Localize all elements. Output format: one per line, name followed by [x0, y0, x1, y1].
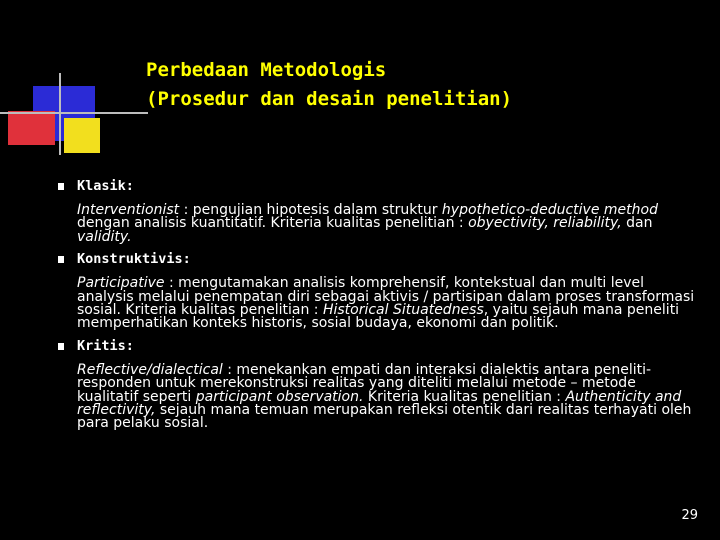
bullet-marker	[58, 256, 64, 263]
decor-red-square	[8, 111, 55, 145]
decor-vertical-line	[59, 73, 61, 155]
description-segment: dan	[621, 215, 653, 232]
description-segment: validity.	[77, 228, 132, 245]
description-segment: participant observation.	[195, 388, 364, 405]
description-segment: Participative	[77, 275, 165, 292]
title-line-1: Perbedaan Metodologis	[146, 59, 387, 81]
bullet-marker	[58, 343, 64, 350]
description-segment: : mengutamakan analisis komprehensif, kontekstual dan multi level analysis melalui penempatan diri sebagai aktivis / partisipan dalam proses transformasi sosial. Kriteria kualitas penelitian :	[77, 275, 695, 319]
bullet-description	[77, 361, 698, 432]
bullet-label: Kritis:	[77, 337, 134, 354]
description-segment: dengan analisis kuantitatif. Kriteria kualitas penelitian :	[77, 215, 469, 232]
decor-yellow-square	[64, 118, 100, 153]
description-segment: : menekankan empati dan interaksi dialektis antara peneliti-responden untuk merekonstruksi realitas yang diteliti melalui metode – metode kualitatif seperti	[77, 361, 652, 405]
slide-title	[146, 56, 686, 114]
bullet-kritis	[58, 336, 698, 431]
description-segment: Kriteria kualitas penelitian :	[363, 388, 566, 405]
title-line-2: (Prosedur dan desain penelitian)	[146, 88, 513, 110]
bullet-label: Konstruktivis:	[77, 251, 191, 268]
description-segment: obyectivity, reliability,	[468, 215, 622, 232]
description-segment: Interventionist	[77, 202, 180, 218]
decor-horizontal-line	[0, 112, 148, 114]
description-segment: : pengujian hipotesis dalam struktur	[179, 202, 442, 218]
description-segment: Authenticity and reflectivity,	[77, 388, 682, 419]
bullet-label: Klasik:	[77, 178, 134, 194]
bullet-konstruktivis	[58, 249, 698, 331]
description-segment: sejauh mana temuan merupakan refleksi otentik dari realitas terhayati oleh para pelaku sosial.	[77, 402, 692, 432]
description-segment: hypothetico-deductive method	[441, 202, 658, 218]
bullet-description	[77, 204, 698, 244]
page-number: 29	[681, 508, 698, 523]
bullet-marker	[58, 183, 64, 190]
description-segment: Historical Situatedness	[322, 302, 484, 319]
description-segment: Reflective/dialectical	[77, 361, 223, 378]
bullet-list	[58, 176, 698, 436]
bullet-description	[77, 277, 698, 331]
description-segment: , yaitu sejauh mana peneliti memperhatikan konteks historis, sosial budaya, ekonomi dan politik.	[77, 302, 680, 332]
bullet-klasik	[58, 176, 698, 244]
